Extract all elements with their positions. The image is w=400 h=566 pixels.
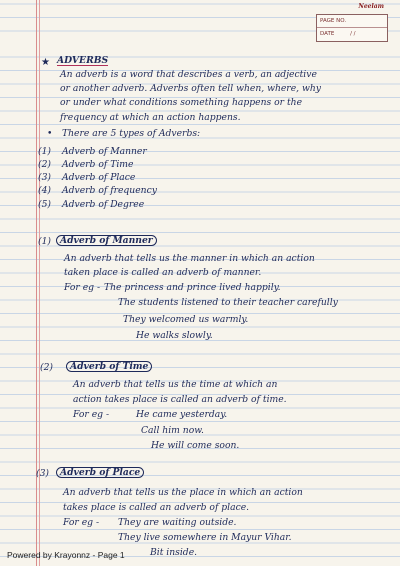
brand-logo: Neelam (358, 3, 384, 10)
section-number: (1) (38, 236, 52, 247)
margin-line (39, 0, 40, 566)
type-name: Adverb of Place (62, 172, 136, 183)
example-line: They welcomed us warmly. (123, 314, 249, 325)
page-no-label: PAGE NO. (317, 15, 387, 28)
section-line: An adverb that tells us the manner in which an action (64, 253, 315, 264)
section-line: taken place is called an adverb of manner. (64, 267, 262, 278)
section-heading: Adverb of Place (56, 467, 144, 478)
section-number: (3) (36, 468, 50, 479)
bullet-icon: • (47, 128, 53, 139)
example-line: They live somewhere in Mayur Vihar. (118, 532, 292, 543)
section-line: An adverb that tells us the time at which an (73, 379, 278, 390)
type-number: (2) (38, 159, 52, 170)
definition-line: or under what conditions something happens or the (60, 97, 303, 108)
example-line: He came yesterday. (136, 409, 228, 420)
section-line: An adverb that tells us the place in which an action (63, 487, 303, 498)
section-line: takes place is called an adverb of place. (63, 502, 250, 513)
example-line: He will come soon. (151, 440, 240, 451)
eg-label: For eg - (63, 517, 100, 528)
page-date-box (316, 14, 388, 42)
type-number: (5) (38, 199, 52, 210)
definition-line: An adverb is a word that describes a verb, an adjective (60, 69, 317, 80)
section-heading: Adverb of Time (66, 361, 152, 372)
section-heading: Adverb of Manner (56, 235, 157, 246)
types-intro: There are 5 types of Adverbs: (62, 128, 201, 139)
type-name: Adverb of Manner (62, 146, 147, 157)
footer-text: Powered by Krayonnz - Page 1 (7, 550, 125, 560)
definition-line: frequency at which an action happens. (60, 112, 241, 123)
type-number: (1) (38, 146, 52, 157)
section-number: (2) (40, 362, 54, 373)
date-row (317, 28, 387, 40)
footer (0, 544, 400, 566)
example-line: The students listened to their teacher carefully (118, 297, 338, 308)
definition-line: or another adverb. Adverbs often tell when, where, why (60, 83, 321, 94)
notes-title: ADVERBS (57, 55, 109, 66)
eg-label: For eg - (73, 409, 110, 420)
type-name: Adverb of Time (62, 159, 134, 170)
type-name: Adverb of Degree (62, 199, 145, 210)
type-name: Adverb of frequency (62, 185, 157, 196)
margin-line (36, 0, 37, 566)
example-line: Bit inside. (150, 547, 198, 558)
date-value: / / (350, 31, 356, 37)
eg-label: For eg - (64, 282, 101, 293)
example-line: He walks slowly. (136, 330, 213, 341)
type-number: (3) (38, 172, 52, 183)
type-number: (4) (38, 185, 52, 196)
star-icon: ★ (41, 57, 50, 68)
example-line: Call him now. (141, 425, 204, 436)
date-label: DATE (320, 31, 335, 37)
section-line: action takes place is called an adverb of time. (73, 394, 287, 405)
example-line: The princess and prince lived happily. (104, 282, 281, 293)
example-line: They are waiting outside. (118, 517, 237, 528)
